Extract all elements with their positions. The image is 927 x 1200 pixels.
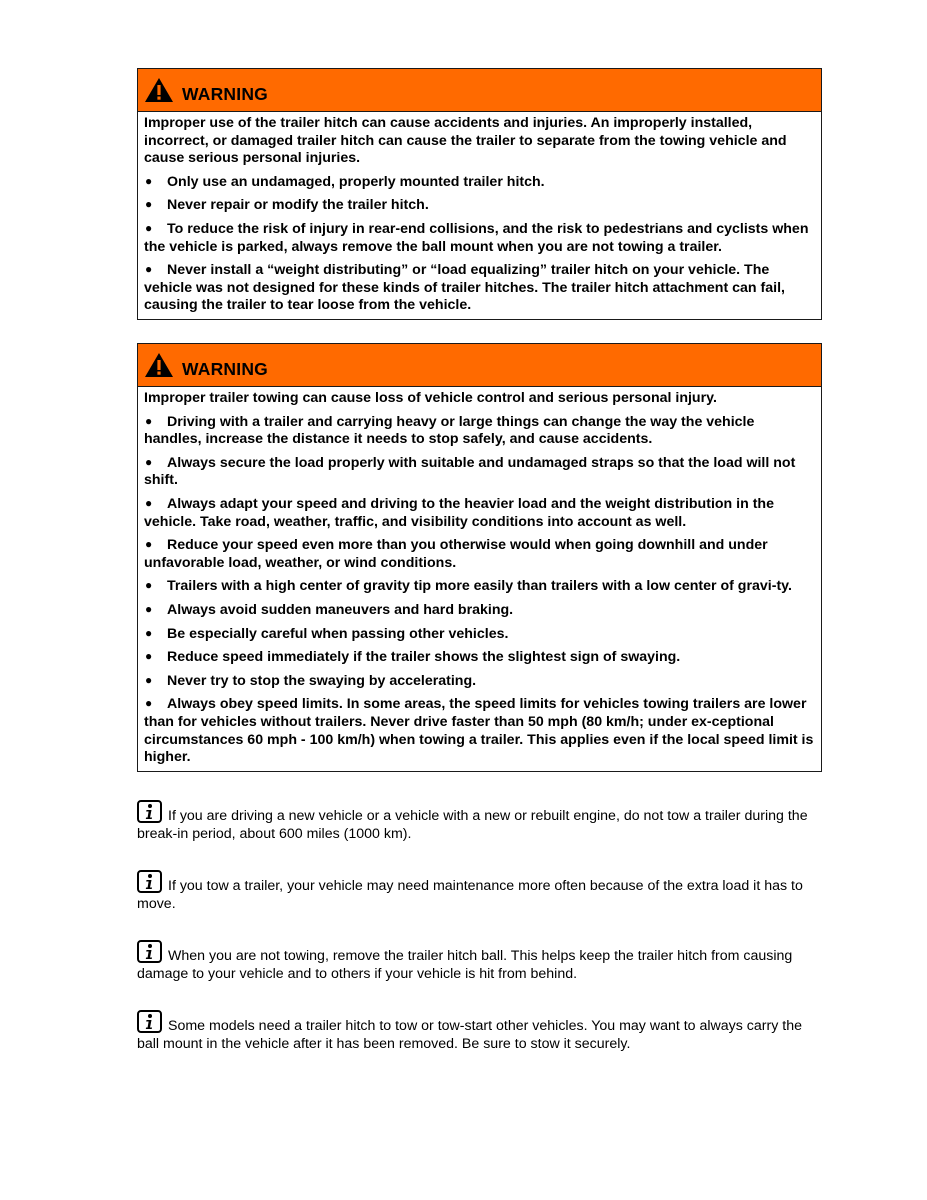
note-text: When you are not towing, remove the trailer hitch ball. This helps keep the trailer hitch from causing damage to your vehicle and to others if your vehicle is hit from behind. <box>137 948 793 982</box>
warning-box-trailer-hitch <box>137 68 822 320</box>
note-remove-hitch-ball <box>137 940 817 983</box>
note-break-in <box>137 800 817 843</box>
warning-item: ● Never try to stop the swaying by accelerating. <box>145 672 477 689</box>
warning-title: WARNING <box>182 84 268 104</box>
warning-intro: Improper use of the trailer hitch can cause accidents and injuries. An improperly installed, incorrect, or damaged trailer hitch can cause the trailer to separate from the towing vehicle and cause serious personal injuries. <box>144 115 787 167</box>
warning-item: ● Always obey speed limits. In some areas, the speed limits for vehicles towing trailers are lower than for vehicles without trailers. Never drive faster than 50 mph (80 km/h; under ex-ceptional circumstances 60 mph - 100 km/h) when towing a trailer. This applies even if the local speed limit is higher. <box>144 696 814 766</box>
warning-intro: Improper trailer towing can cause loss of vehicle control and serious personal injury. <box>144 390 717 406</box>
bullet-icon: ● <box>145 649 153 664</box>
info-icon <box>137 870 162 893</box>
bullet-icon: ● <box>145 413 153 428</box>
note-text: If you are driving a new vehicle or a vehicle with a new or rebuilt engine, do not tow a trailer during the break-in period, about 600 miles (1000 km). <box>137 808 808 842</box>
warning-body <box>138 387 821 771</box>
warning-item: ● Never install a “weight distributing” or “load equalizing” trailer hitch on your vehicle. The vehicle was not designed for these kinds of trailer hitches. The trailer hitch attachment can fail, causing the trailer to tear loose from the vehicle. <box>144 262 785 314</box>
info-icon <box>137 800 162 823</box>
bullet-icon: ● <box>145 578 153 593</box>
warning-item: ● Never repair or modify the trailer hitch. <box>145 197 429 214</box>
note-text: If you tow a trailer, your vehicle may need maintenance more often because of the extra load it has to move. <box>137 878 803 912</box>
warning-item: ● Always secure the load properly with suitable and undamaged straps so that the load will not shift. <box>144 454 796 489</box>
warning-item: ● To reduce the risk of injury in rear-end collisions, and the risk to pedestrians and cyclists when the vehicle is parked, always remove the ball mount when you are not towing a trailer. <box>144 220 809 255</box>
info-icon <box>137 940 162 963</box>
warning-item: ● Reduce speed immediately if the trailer shows the slightest sign of swaying. <box>145 649 681 666</box>
warning-triangle-icon <box>144 77 174 103</box>
bullet-icon: ● <box>145 625 153 640</box>
bullet-icon: ● <box>145 672 153 687</box>
warning-body <box>138 112 821 319</box>
warning-item: ● Be especially careful when passing other vehicles. <box>145 625 509 642</box>
warning-item: ● Always adapt your speed and driving to the heavier load and the weight distribution in the vehicle. Take road, weather, traffic, and visibility conditions into account as well. <box>144 495 774 530</box>
warning-title: WARNING <box>182 359 268 379</box>
note-text: Some models need a trailer hitch to tow or tow-start other vehicles. You may want to always carry the ball mount in the vehicle after it has been removed. Be sure to stow it securely. <box>137 1018 803 1052</box>
warning-item: ● Trailers with a high center of gravity tip more easily than trailers with a low center of gravi-ty. <box>145 578 792 595</box>
info-icon <box>137 1010 162 1033</box>
bullet-icon: ● <box>145 262 153 277</box>
note-maintenance <box>137 870 817 913</box>
bullet-icon: ● <box>145 454 153 469</box>
bullet-icon: ● <box>145 220 153 235</box>
bullet-icon: ● <box>145 495 153 510</box>
bullet-icon: ● <box>145 197 153 212</box>
warning-item: ● Driving with a trailer and carrying heavy or large things can change the way the vehicle handles, increase the distance it needs to stop safely, and cause accidents. <box>144 413 755 448</box>
warning-item: ● Only use an undamaged, properly mounted trailer hitch. <box>145 173 545 190</box>
bullet-icon: ● <box>145 601 153 616</box>
warning-box-trailer-towing <box>137 343 822 772</box>
note-tow-start <box>137 1010 817 1053</box>
bullet-icon: ● <box>145 537 153 552</box>
warning-header <box>138 344 821 387</box>
bullet-icon: ● <box>145 696 153 711</box>
warning-item: ● Reduce your speed even more than you otherwise would when going downhill and under unfavorable load, weather, or wind conditions. <box>144 537 768 571</box>
warning-item: ● Always avoid sudden maneuvers and hard braking. <box>145 601 514 618</box>
bullet-icon: ● <box>145 173 153 188</box>
warning-triangle-icon <box>144 352 174 378</box>
warning-header <box>138 69 821 112</box>
